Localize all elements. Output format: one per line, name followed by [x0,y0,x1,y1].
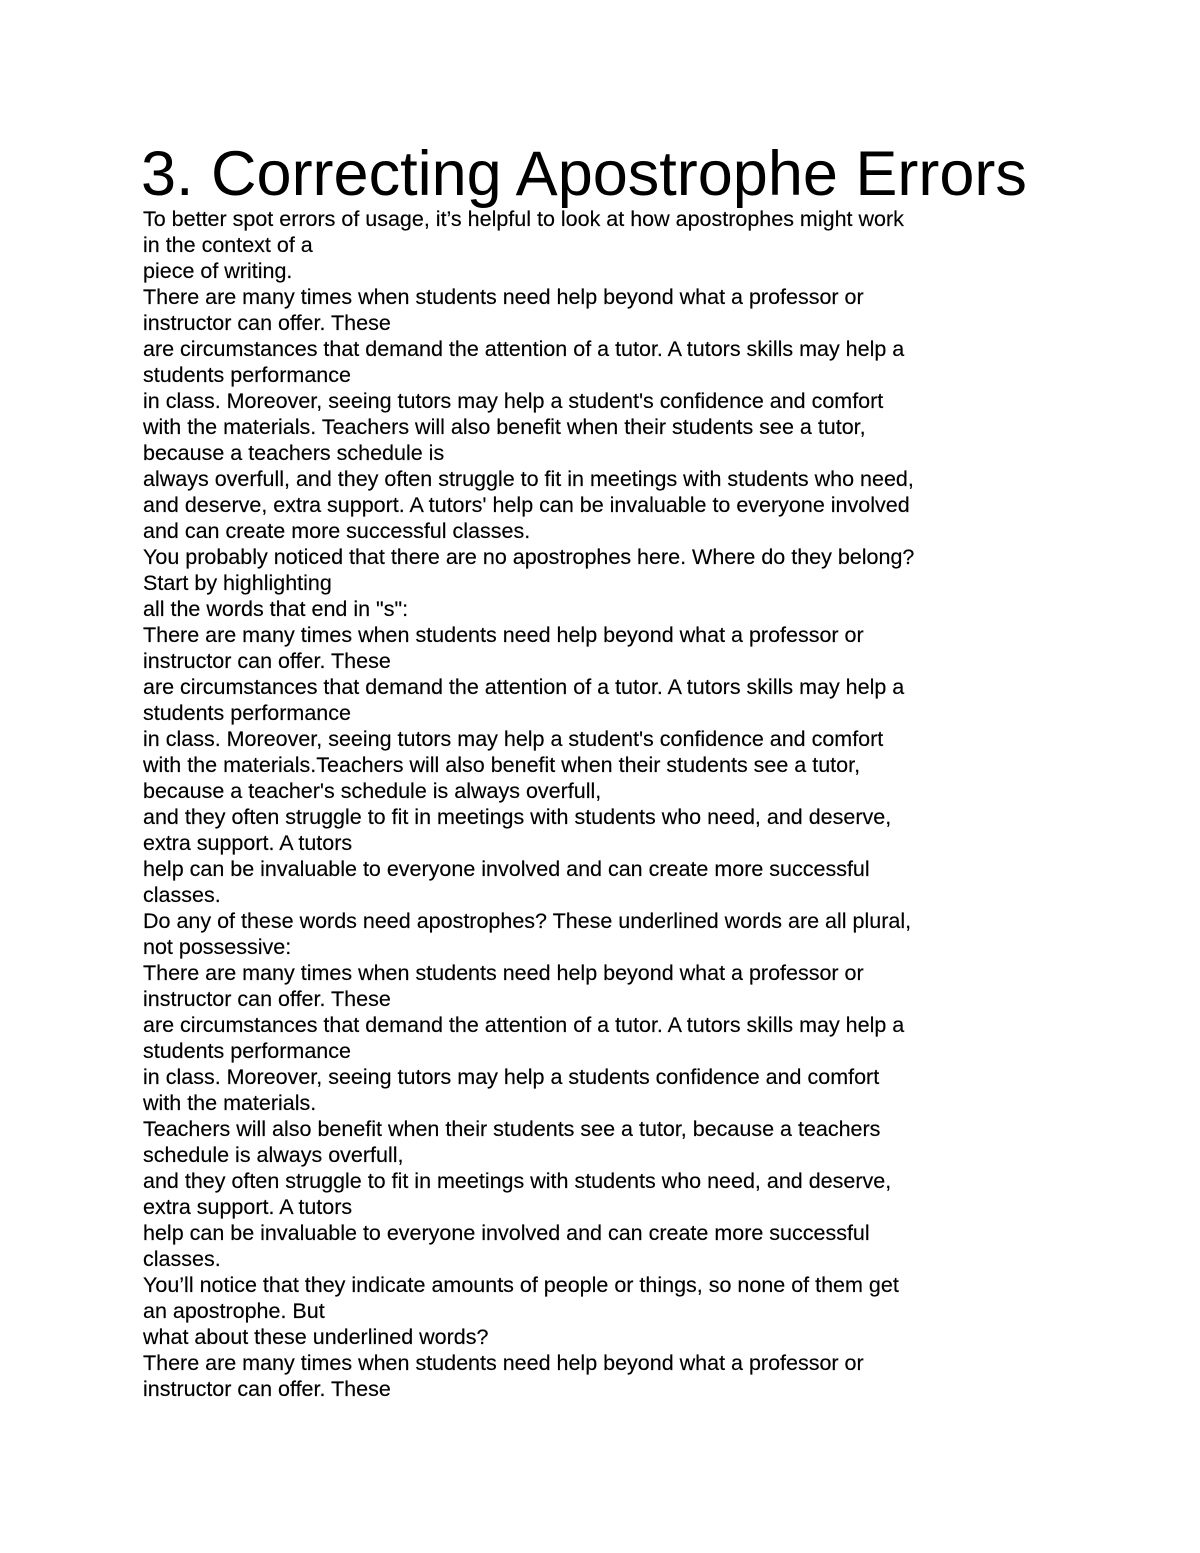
text-line: students performance [143,363,351,387]
text-line: in class. Moreover, seeing tutors may help a student's confidence and comfort [143,389,884,413]
text-line: are circumstances that demand the attention of a tutor. A tutors skills may help a [143,1013,905,1037]
text-line: and can create more successful classes. [143,519,531,543]
text-line: all the words that end in "s": [143,597,409,621]
text-line: and they often struggle to fit in meetings with students who need, and deserve, [143,1169,892,1193]
text-line: You’ll notice that they indicate amounts of people or things, so none of them get [143,1273,899,1297]
page-title: 3. Correcting Apostrophe Errors [141,139,1027,209]
text-line: instructor can offer. These [143,987,391,1011]
text-line: extra support. A tutors [143,1195,353,1219]
text-line: are circumstances that demand the attention of a tutor. A tutors skills may help a [143,337,905,361]
text-line: in class. Moreover, seeing tutors may help a student's confidence and comfort [143,727,884,751]
text-line: help can be invaluable to everyone involved and can create more successful [143,857,870,881]
text-line: Do any of these words need apostrophes? These underlined words are all plural, [143,909,912,933]
text-line: extra support. A tutors [143,831,353,855]
text-line: students performance [143,1039,351,1063]
text-line: piece of writing. [143,259,293,283]
text-line: You probably noticed that there are no apostrophes here. Where do they belong? [143,545,915,569]
text-line: with the materials. [143,1091,317,1115]
text-line: There are many times when students need help beyond what a professor or [143,1351,864,1375]
text-line: classes. [143,883,221,907]
text-line: in class. Moreover, seeing tutors may help a students confidence and comfort [143,1065,880,1089]
text-line: because a teacher's schedule is always overfull, [143,779,602,803]
text-line: There are many times when students need help beyond what a professor or [143,623,864,647]
text-line: an apostrophe. But [143,1299,325,1323]
text-line: To better spot errors of usage, it’s helpful to look at how apostrophes might work [143,207,904,231]
text-line: There are many times when students need help beyond what a professor or [143,961,864,985]
text-line: students performance [143,701,351,725]
text-line: There are many times when students need help beyond what a professor or [143,285,864,309]
text-line: instructor can offer. These [143,311,391,335]
text-line: not possessive: [143,935,292,959]
text-line: instructor can offer. These [143,649,391,673]
text-line: Teachers will also benefit when their students see a tutor, because a teachers [143,1117,881,1141]
text-line: with the materials.Teachers will also benefit when their students see a tutor, [143,753,861,777]
text-line: in the context of a [143,233,313,257]
text-line: schedule is always overfull, [143,1143,404,1167]
body-text [143,206,1143,1402]
text-line: with the materials. Teachers will also benefit when their students see a tutor, [143,415,866,439]
text-line: always overfull, and they often struggle to fit in meetings with students who need, [143,467,914,491]
text-line: and they often struggle to fit in meetings with students who need, and deserve, [143,805,892,829]
text-line: because a teachers schedule is [143,441,445,465]
text-line: are circumstances that demand the attention of a tutor. A tutors skills may help a [143,675,905,699]
text-line: instructor can offer. These [143,1377,391,1401]
text-line: classes. [143,1247,221,1271]
text-line: Start by highlighting [143,571,332,595]
text-line: and deserve, extra support. A tutors' help can be invaluable to everyone involved [143,493,910,517]
text-line: what about these underlined words? [143,1325,489,1349]
text-line: help can be invaluable to everyone involved and can create more successful [143,1221,870,1245]
